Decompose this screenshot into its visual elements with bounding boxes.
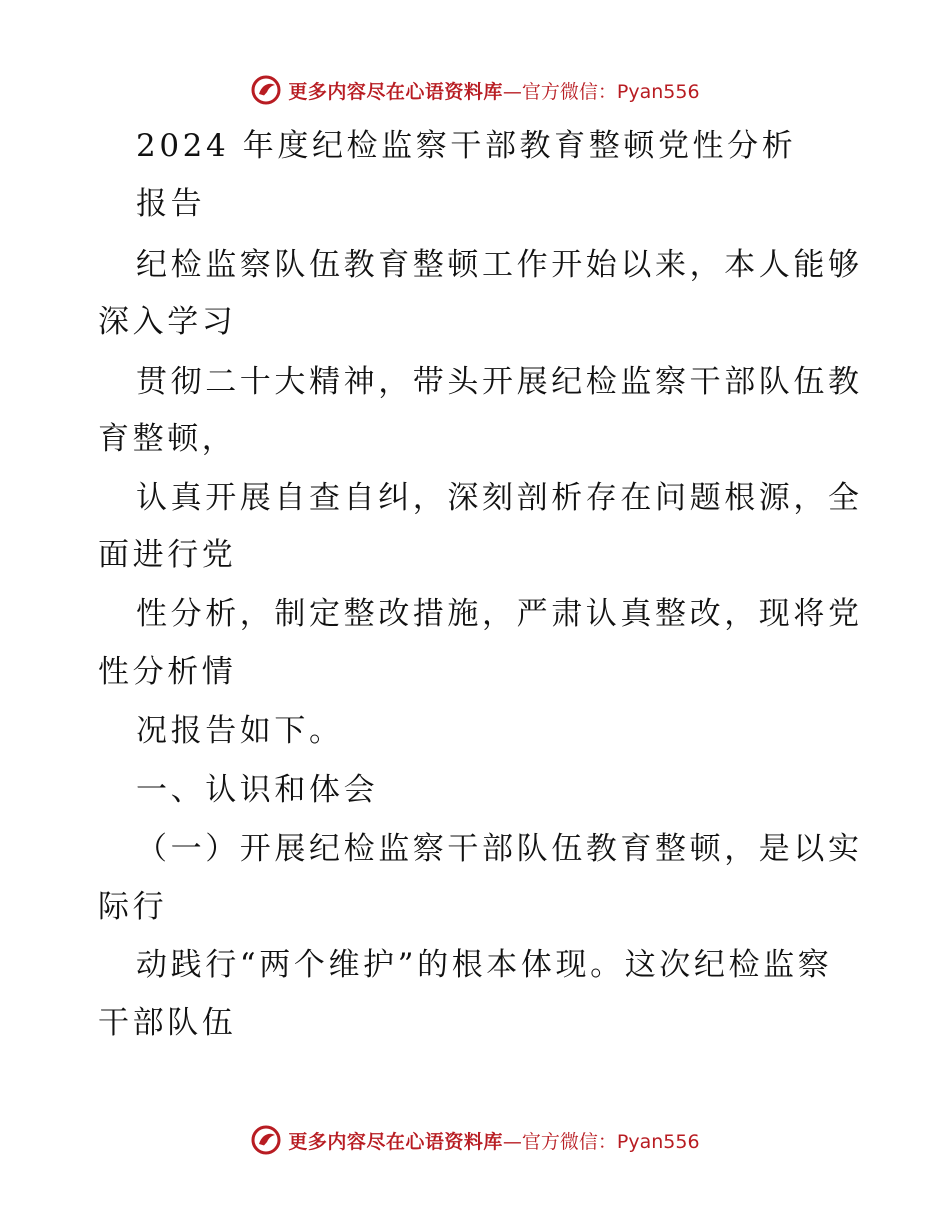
watermark-text: 更多内容尽在心语资料库 — [288, 80, 503, 103]
doc-title-line-1: 2024 年度纪检监察干部教育整顿党性分析 — [136, 128, 797, 164]
paragraph-line: 认真开展自查自纠，深刻剖析存在问题根源，全 — [136, 480, 863, 516]
paragraph-line: 深入学习 — [98, 304, 237, 340]
paragraph-line: 干部队伍 — [98, 1005, 237, 1041]
paragraph-line: 况报告如下。 — [136, 713, 344, 749]
paragraph-line: 纪检监察队伍教育整顿工作开始以来，本人能够 — [136, 247, 863, 283]
watermark-header — [0, 70, 950, 110]
watermark-text: 更多内容尽在心语资料库 — [288, 1130, 503, 1153]
paragraph-line: 动践行“两个维护”的根本体现。这次纪检监察 — [136, 947, 833, 983]
section-heading: 一、认识和体会 — [136, 772, 379, 808]
paragraph-line: 性分析情 — [98, 654, 237, 690]
watermark-contact: —官方微信：Pyan556 — [502, 1130, 700, 1153]
paragraph-line: 贯彻二十大精神，带头开展纪检监察干部队伍教 — [136, 364, 863, 400]
watermark-contact: —官方微信：Pyan556 — [502, 80, 700, 103]
paragraph-line: 面进行党 — [98, 537, 237, 573]
flame-logo-icon — [250, 74, 282, 106]
watermark-footer — [0, 1120, 950, 1160]
paragraph-line: 际行 — [98, 889, 168, 925]
paragraph-line: 性分析，制定整改措施，严肃认真整改，现将党 — [136, 596, 863, 632]
flame-logo-icon — [250, 1124, 282, 1156]
subsection-line: （一）开展纪检监察干部队伍教育整顿，是以实 — [136, 831, 863, 867]
paragraph-line: 育整顿， — [98, 421, 237, 457]
doc-title-line-2: 报告 — [136, 186, 206, 222]
